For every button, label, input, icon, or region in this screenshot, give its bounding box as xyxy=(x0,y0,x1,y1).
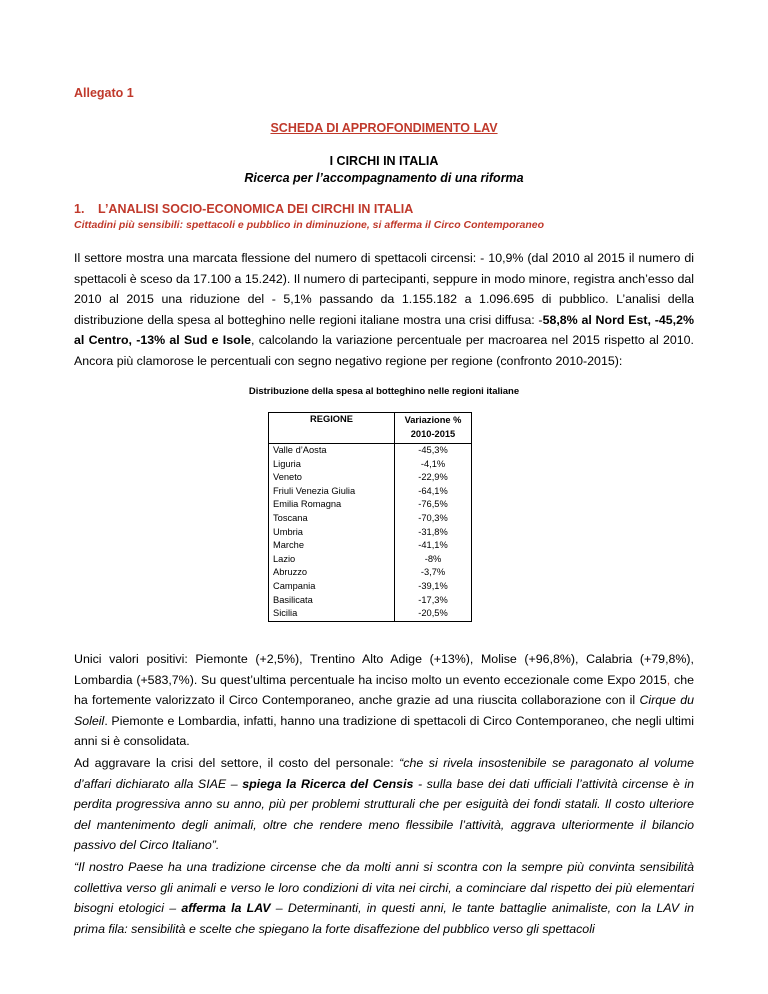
regions-table xyxy=(268,412,472,622)
region-cell: Friuli Venezia Giulia xyxy=(269,485,395,499)
section-number: 1. xyxy=(74,202,85,216)
table-header-variation: Variazione % 2010-2015 xyxy=(395,413,472,444)
variation-cell: -31,8% xyxy=(395,526,472,540)
table-row xyxy=(269,553,472,567)
table-row xyxy=(269,512,472,526)
p1-bold-macroareas: 58,8% al Nord Est, -45,2% al Centro, -13% al Sud e Isole xyxy=(74,312,694,347)
variation-cell: -45,3% xyxy=(395,444,472,458)
section-tagline: Cittadini più sensibili: spettacoli e pubblico in diminuzione, si afferma il Circo Contemporaneo xyxy=(74,219,545,231)
allegato-label: Allegato 1 xyxy=(74,86,134,100)
variation-cell: -3,7% xyxy=(395,566,472,580)
p2-text-d: . Piemonte e Lombardia, infatti, hanno una tradizione di spettacoli di Circo Contemporaneo, che negli ultimi anni si è consolidata. xyxy=(74,713,694,748)
p2-text-b: che ha fortemente valorizzato il Circo Contemporaneo, anche grazie ad una riuscita collaborazione con il xyxy=(74,672,694,707)
table-row xyxy=(269,458,472,472)
p3-quote-b: - sulla base dei dati ufficiali l’attività circense è in perdita progressiva anno su anno, più per problemi strutturali che per esiguità dei fondi statali. Il costo ulteriore del mantenimento degli animali, oltre che rendere meno flessibile l’attività, aggrava ulteriormente il bilancio passivo del Circo Italiano”. xyxy=(74,776,695,852)
table-row xyxy=(269,566,472,580)
table-row xyxy=(269,471,472,485)
region-cell: Veneto xyxy=(269,471,395,485)
variation-cell: -64,1% xyxy=(395,485,472,499)
section-heading xyxy=(74,202,413,216)
document-title: I CIRCHI IN ITALIA xyxy=(329,154,439,168)
variation-cell: -17,3% xyxy=(395,594,472,608)
region-cell: Campania xyxy=(269,580,395,594)
variation-cell: -4,1% xyxy=(395,458,472,472)
region-cell: Toscana xyxy=(269,512,395,526)
region-cell: Umbria xyxy=(269,526,395,540)
region-cell: Valle d’Aosta xyxy=(269,444,395,458)
variation-cell: -20,5% xyxy=(395,607,472,621)
region-cell: Basilicata xyxy=(269,594,395,608)
table-row xyxy=(269,539,472,553)
p3-text-a: Ad aggravare la crisi del settore, il costo del personale: xyxy=(74,756,400,770)
p2-text-a: Unici valori positivi: Piemonte (+2,5%), Trentino Alto Adige (+13%), Molise (+96,8%), Calabria (+79,8%), Lombardia (+583,7%). Su quest’ultima percentuale ha inciso molto un evento eccezionale come Expo 2015 xyxy=(74,652,694,687)
section-title: L’ANALISI SOCIO-ECONOMICA DEI CIRCHI IN ITALIA xyxy=(98,202,414,216)
region-cell: Sicilia xyxy=(269,607,395,621)
table-row xyxy=(269,594,472,608)
region-cell: Marche xyxy=(269,539,395,553)
table-row xyxy=(269,485,472,499)
region-cell: Liguria xyxy=(269,458,395,472)
p2-cirque-du-soleil: Cirque du Soleil xyxy=(74,693,694,728)
table-header-region: REGIONE xyxy=(269,413,395,444)
p3-censis: spiega la Ricerca del Censis xyxy=(242,776,414,791)
variation-cell: -39,1% xyxy=(395,580,472,594)
scheda-heading: SCHEDA DI APPROFONDIMENTO LAV xyxy=(270,121,498,135)
table-row xyxy=(269,526,472,540)
variation-cell: -8% xyxy=(395,553,472,567)
variation-cell: -22,9% xyxy=(395,471,472,485)
variation-cell: -41,1% xyxy=(395,539,472,553)
variation-cell: -70,3% xyxy=(395,512,472,526)
table-row xyxy=(269,444,472,458)
p4-quote-b: – Determinanti, in questi anni, le tante battaglie animaliste, con la LAV in prima fila: sensibilità e scelte che spiegano la forte disaffezione del pubblico verso gli spettacoli xyxy=(74,901,694,936)
table-row xyxy=(269,498,472,512)
table-caption: Distribuzione della spesa al botteghino nelle regioni italiane xyxy=(248,386,520,397)
p2-comma: , xyxy=(666,672,671,687)
variation-cell: -76,5% xyxy=(395,498,472,512)
p1-text-a: Il settore mostra una marcata flessione del numero di spettacoli circensi: - 10,9% (dal 2010 al 2015 il numero di spettacoli è sceso da 17.100 a 15.242). Il numero di partecipanti, seppure in modo minore, registra anch’esso dal 2010 al 2015 una riduzione del - 5,1% passando da 1.155.182 a 1.096.695 di pubblico. L’analisi della distribuzione della spesa al botteghino nelle regioni italiane mostra una crisi diffusa: - xyxy=(74,251,694,327)
region-cell: Lazio xyxy=(269,553,395,567)
document-subtitle: Ricerca per l’accompagnamento di una riforma xyxy=(244,171,524,185)
p4-quote-a: “Il nostro Paese ha una tradizione circense che da molti anni si scontra con la sempre più convinta sensibilità collettiva verso gli animali e verso le loro condizioni di vita nei circhi, a cominciare dal rispetto dei più elementari bisogni etologici – xyxy=(74,860,694,915)
region-cell: Emilia Romagna xyxy=(269,498,395,512)
table-row xyxy=(269,607,472,621)
table-row xyxy=(269,580,472,594)
p4-lav: afferma la LAV xyxy=(181,901,271,915)
p3-quote-a: “che si rivela insostenibile se paragonato al volume d’affari dichiarato alla SIAE – xyxy=(74,756,694,791)
region-cell: Abruzzo xyxy=(269,566,395,580)
paragraph-4 xyxy=(74,857,694,939)
paragraph-2 xyxy=(74,649,694,752)
paragraph-3 xyxy=(74,753,694,856)
p1-text-c: , calcolando la variazione percentuale per macroarea nel 2015 rispetto al 2010. Ancora più clamorose le percentuali con segno negativo regione per regione (confronto 2010-2015): xyxy=(74,333,694,368)
paragraph-1 xyxy=(74,248,694,371)
